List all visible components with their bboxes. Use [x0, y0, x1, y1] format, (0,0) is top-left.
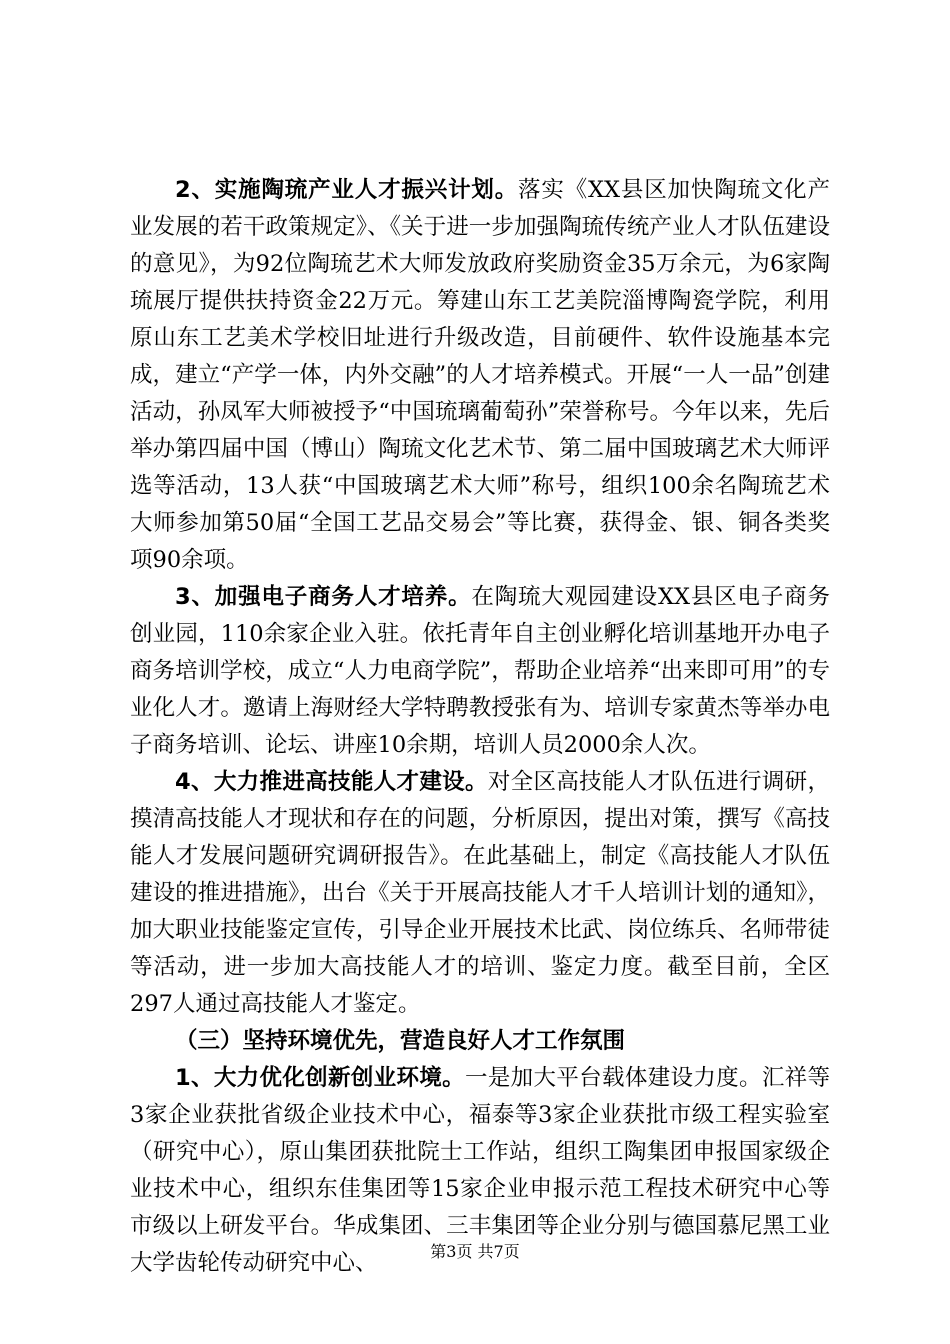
page-number-footer: 第3页 共7页: [430, 1242, 520, 1261]
paragraph-lead: 1、大力优化创新创业环境。: [175, 1065, 465, 1091]
paragraph-high-skill-talent: [130, 764, 830, 1023]
paragraph-pottery-talent: [130, 172, 830, 579]
paragraph-lead: 3、加强电子商务人才培养。: [175, 584, 472, 610]
paragraph-text: 在陶琉大观园建设XX县区电子商务创业园，110余家企业入驻。依托青年自主创业孵化培训基地开办电子商务培训学校，成立“人力电商学院”，帮助企业培养“出来即可用”的专业化人才。邀请上海财经大学特聘教授张有为、培训专家黄杰等举办电子商务培训、论坛、讲座10余期，培训人员2000余人次。: [130, 584, 831, 758]
paragraph-text: 对全区高技能人才队伍进行调研，摸清高技能人才现状和存在的问题，分析原因，提出对策，撰写《高技能人才发展问题研究调研报告》。在此基础上，制定《高技能人才队伍建设的推进措施》，出台《关于开展高技能人才千人培训计划的通知》，加大职业技能鉴定宣传，引导企业开展技术比武、岗位练兵、名师带徒等活动，进一步加大高技能人才的培训、鉴定力度。截至目前，全区297人通过高技能人才鉴定。: [130, 769, 830, 1017]
section-heading: （三）坚持环境优先，营造良好人才工作氛围: [175, 1028, 626, 1054]
paragraph-lead: 4、大力推进高技能人才建设。: [175, 769, 488, 795]
document-body: [130, 172, 830, 1282]
paragraph-text: 落实《XX县区加快陶琉文化产业发展的若干政策规定》、《关于进一步加强陶琉传统产业人才队伍建设的意见》，为92位陶琉艺术大师发放政府奖励资金35万余元，为6家陶琉展厅提供扶持资金22万元。筹建山东工艺美院淄博陶瓷学院，利用原山东工艺美术学校旧址进行升级改造，目前硬件、软件设施基本完成，建立“产学一体，内外交融”的人才培养模式。开展“一人一品”创建活动，孙凤军大师被授予“中国琉璃葡萄孙”荣誉称号。今年以来，先后举办第四届中国（博山）陶琉文化艺术节、第二届中国玻璃艺术大师评选等活动，13人获“中国玻璃艺术大师”称号，组织100余名陶琉艺术大师参加第50届“全国工艺品交易会”等比赛，获得金、银、铜各类奖项90余项。: [130, 177, 830, 573]
paragraph-text: 一是加大平台载体建设力度。汇祥等3家企业获批省级企业技术中心，福泰等3家企业获批市级工程实验室（研究中心），原山集团获批院士工作站，组织工陶集团申报国家级企业技术中心，组织东佳集团等15家企业申报示范工程技术研究中心等市级以上研发平台。华成集团、三丰集团等企业分别与德国慕尼黑工业大学齿轮传动研究中心、: [130, 1065, 830, 1276]
paragraph-ecommerce-talent: [130, 579, 830, 764]
paragraph-lead: 2、实施陶琉产业人才振兴计划。: [175, 177, 519, 203]
